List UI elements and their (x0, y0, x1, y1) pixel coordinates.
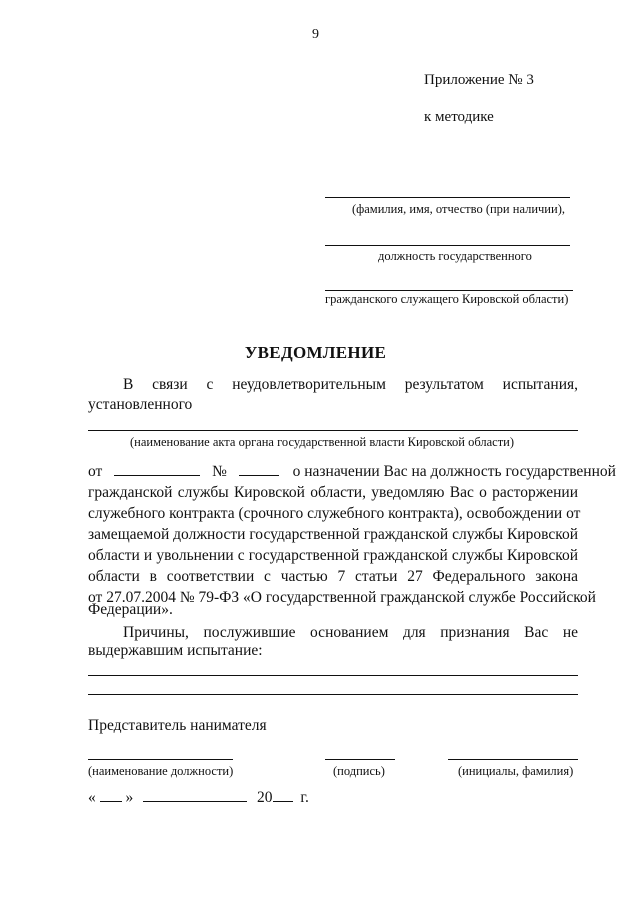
date-line (88, 789, 309, 807)
position-line (325, 245, 570, 246)
reasons-blank-2[interactable] (88, 694, 578, 695)
body-line-7: от 27.07.2004 № 79-ФЗ «О государственной гражданской службе Российской (88, 589, 596, 606)
reasons-blank-1[interactable] (88, 675, 578, 676)
year-prefix: 20 (257, 789, 273, 806)
position-name-caption: (наименование должности) (88, 764, 234, 778)
number-label: № (212, 463, 227, 480)
service-line (325, 290, 573, 291)
fio-caption: (фамилия, имя, отчество (при наличии), (352, 202, 565, 216)
employer-label: Представитель нанимателя (88, 717, 267, 734)
body-line-6: области в соответствии с частью 7 статьи 27 Федерального закона (88, 568, 578, 585)
page-number: 9 (312, 27, 319, 42)
body-line-1-tail: о назначении Вас на должность государственной (292, 463, 616, 480)
initials-blank[interactable] (448, 759, 578, 760)
body-line-2: гражданской службы Кировской области, уведомляю Вас о расторжении (88, 484, 578, 501)
fio-line (325, 197, 570, 198)
body-line-1 (88, 463, 616, 481)
intro-line-1: В связи с неудовлетворительным результатом испытания, (123, 376, 578, 393)
date-blank[interactable] (114, 463, 200, 476)
intro-line-2: установленного (88, 396, 193, 413)
number-blank[interactable] (239, 463, 279, 476)
reasons-line-2: выдержавшим испытание: (88, 642, 263, 659)
month-blank[interactable] (143, 789, 247, 802)
open-quote: « (88, 789, 96, 806)
document-title: УВЕДОМЛЕНИЕ (244, 343, 387, 362)
methodology-label: к методике (424, 109, 494, 125)
day-blank[interactable] (100, 789, 122, 802)
signature-caption: (подпись) (333, 764, 385, 778)
from-label: от (88, 463, 103, 480)
position-blank[interactable] (88, 759, 233, 760)
act-caption: (наименование акта органа государственной власти Кировской области) (130, 435, 515, 449)
body-line-5: области и увольнении с государственной гражданской службы Кировской (88, 547, 578, 564)
year-suffix: г. (300, 789, 309, 806)
appendix-label: Приложение № 3 (424, 72, 534, 88)
body-line-3: служебного контракта (срочного служебного контракта), освобождении от (88, 505, 581, 522)
year-blank[interactable] (273, 789, 293, 802)
act-line (88, 430, 578, 431)
close-quote: » (125, 789, 134, 806)
signature-blank[interactable] (325, 759, 395, 760)
body-line-4: замещаемой должности государственной гражданской службы Кировской (88, 526, 578, 543)
body-line-8: Федерации». (88, 601, 173, 618)
initials-caption: (инициалы, фамилия) (458, 764, 574, 778)
service-caption: гражданского служащего Кировской области) (325, 292, 569, 306)
position-caption: должность государственного (378, 249, 532, 263)
reasons-line-1: Причины, послужившие основанием для признания Вас не (123, 624, 578, 641)
